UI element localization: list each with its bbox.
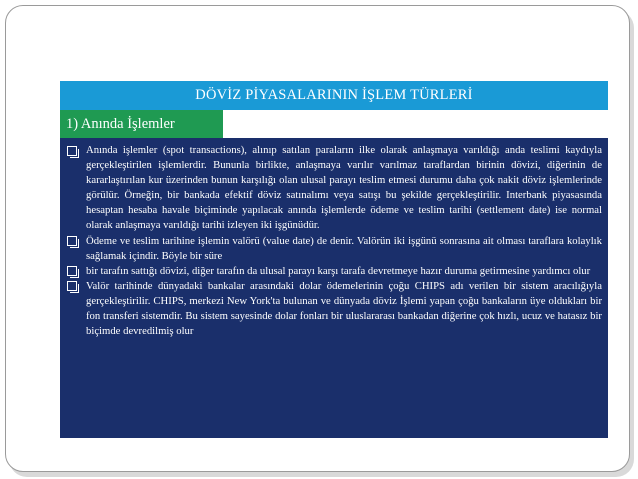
bullet-text: bir tarafın sattığı dövizi, diğer tarafın da ulusal parayı karşı tarafa devretmeye hazır duruma getirmesine yardımcı olur <box>86 264 591 277</box>
slide-title-text: DÖVİZ PİYASALARININ İŞLEM TÜRLERİ <box>195 87 473 103</box>
bullet-item <box>67 143 602 234</box>
checkbox-bullet-icon <box>67 146 77 156</box>
checkbox-bullet-icon <box>67 281 77 291</box>
section-heading-text: 1) Anında İşlemler <box>66 115 175 132</box>
content-box <box>60 138 608 438</box>
bullet-item <box>67 234 602 264</box>
bullet-text: Anında işlemler (spot transactions), alınıp satılan paraların ilke olarak anlaşmaya varıldığı anda teslimi kaydıyla gerçekleştirilen işlemlerdir. Bununla birlikte, anlaşmaya varılır varılmaz taraflardan birinin dövizi, diğerinin de kararlaştırılan kur üzerinden bunun karşılığı olan ulusal parayı teslim etmesi durumu daha çok nakit döviz işlemlerinde görülür. Örneğin, bir bankada efektif döviz satınalımı veya satışı bu şekilde gerçekleştirilir. Interbank piyasasında hesaptan hesaba havale biçiminde yapılacak anında işlemlerde ödeme ve teslim tarihi (settlement date) ise normal olarak anlaşmaya varıldığı tarihi izleyen iki işgünüdür. <box>86 144 602 232</box>
bullet-text: Valör tarihinde dünyadaki bankalar arasındaki dolar ödemelerinin çoğu CHIPS adı verilen bir sistem aracılığıyla gerçekleştirilir. CHIPS, merkezi New York'ta bulunan ve dünyada döviz İşlemi yapan çoğu bankaların üye oldukları bir fon transferi sistemdir. Bu sistem sayesinde dolar fonları bir uluslararası bankadan diğerine çok hızlı, ucuz ve hatasız bir biçimde devredilmiş olur <box>86 279 602 338</box>
slide-title <box>60 81 608 110</box>
checkbox-bullet-icon <box>67 266 77 276</box>
bullet-text: Ödeme ve teslim tarihine işlemin valörü (value date) de denir. Valörün iki işgünü sonrasına ait olması taraflara kolaylık sağlamak içindir. Böyle bir süre <box>86 234 602 262</box>
bullet-item <box>67 264 602 279</box>
section-heading <box>60 110 223 138</box>
checkbox-bullet-icon <box>67 236 77 246</box>
bullet-item <box>67 279 602 339</box>
